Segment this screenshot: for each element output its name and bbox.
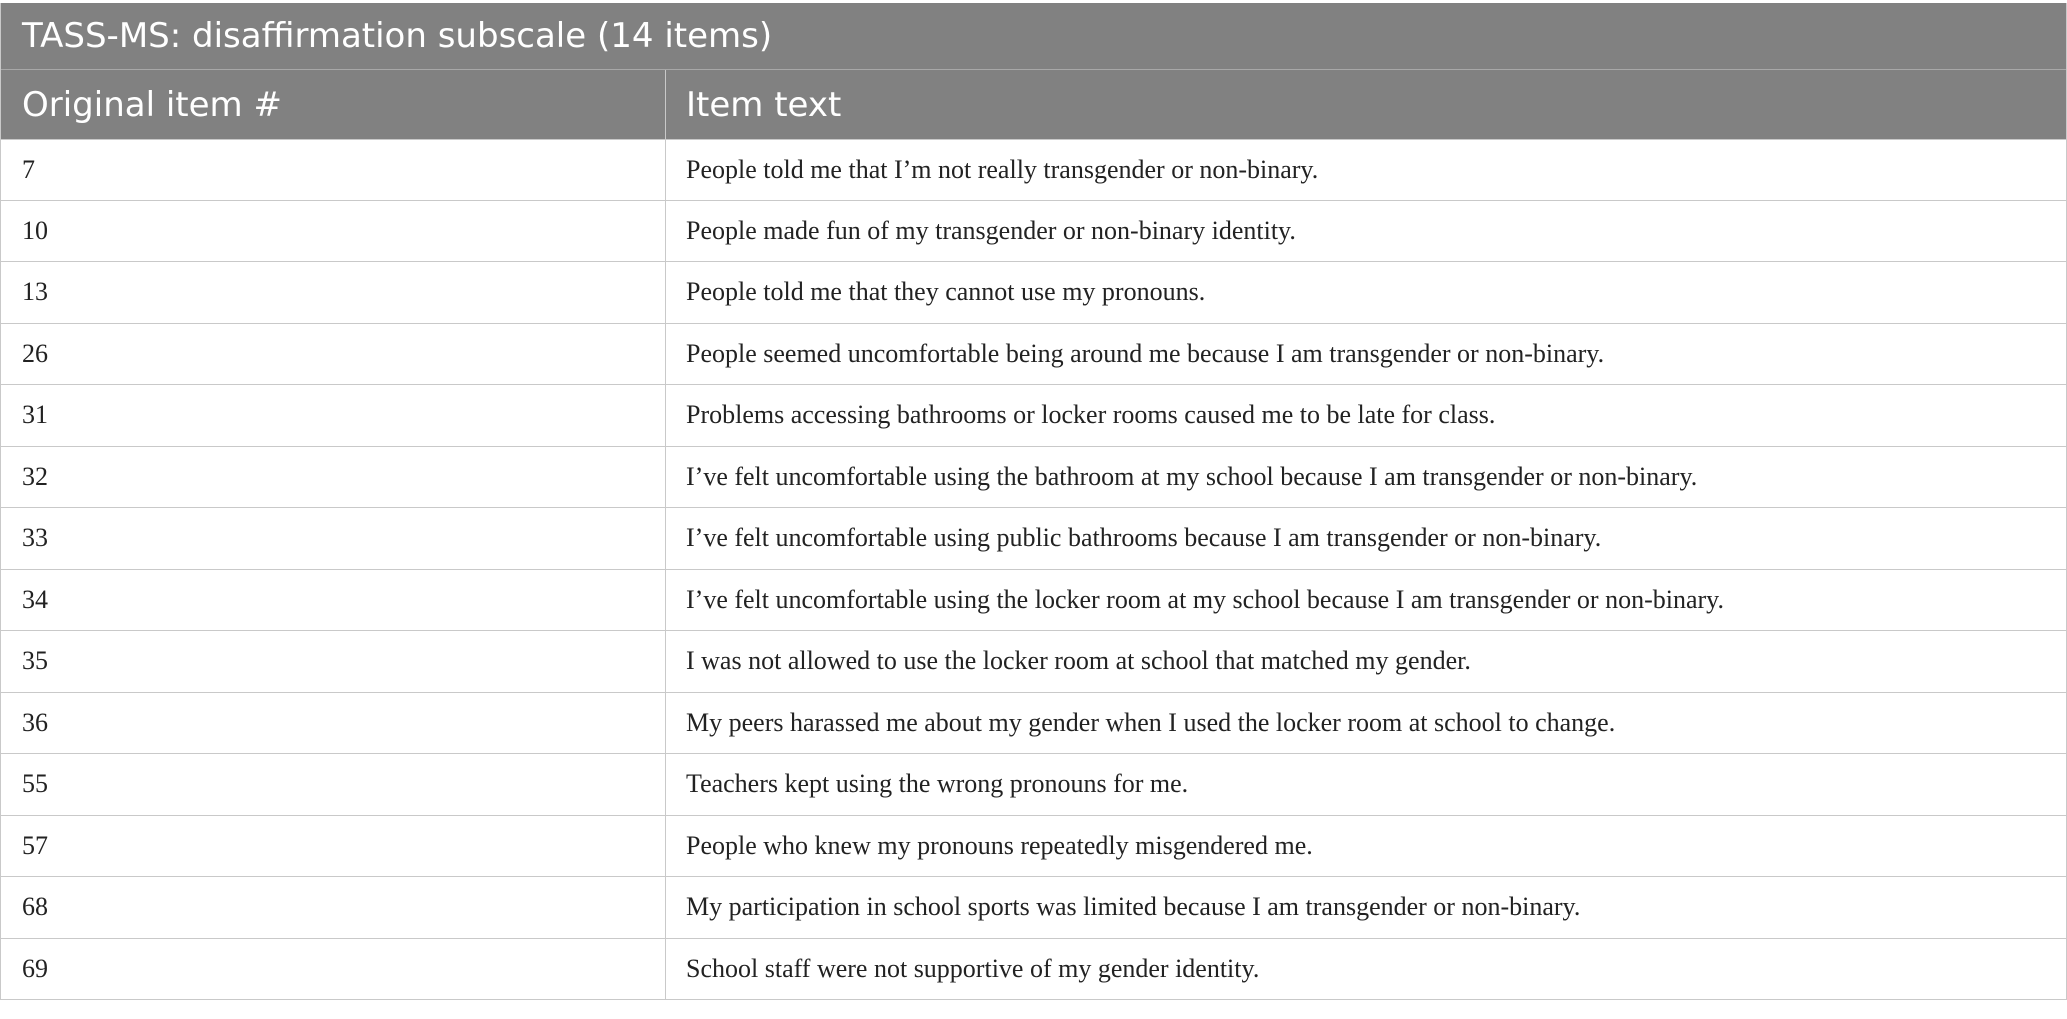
table-row [1,570,2066,632]
table-row [1,447,2066,509]
column-header-item-text [666,70,2066,139]
item-text: I’ve felt uncomfortable using the locker room at my school because I am transgender or non-binary. [686,584,1724,614]
item-number: 33 [22,523,48,553]
item-number: 26 [22,338,48,368]
item-text-cell [666,385,2066,446]
item-text: People seemed uncomfortable being around me because I am transgender or non-binary. [686,338,1605,368]
item-text-cell [666,754,2066,815]
table-row [1,139,2066,201]
item-text: I’ve felt uncomfortable using public bathrooms because I am transgender or non-binary. [686,523,1602,553]
item-text-cell [666,262,2066,323]
column-header-item-number-label: Original item # [22,84,282,125]
item-text-cell [666,201,2066,262]
table-row [1,939,2066,1001]
table-row [1,877,2066,939]
item-text: Problems accessing bathrooms or locker rooms caused me to be late for class. [686,400,1496,430]
table-caption [1,3,2066,70]
table-row [1,385,2066,447]
table-body [1,139,2066,1000]
table-row [1,631,2066,693]
item-text: Teachers kept using the wrong pronouns for me. [686,769,1189,799]
item-text: My participation in school sports was limited because I am transgender or non-binary. [686,892,1581,922]
item-text-cell [666,324,2066,385]
item-text-cell [666,570,2066,631]
table-row [1,816,2066,878]
item-text-cell [666,447,2066,508]
item-text: People told me that I’m not really transgender or non-binary. [686,154,1319,184]
item-number-cell [1,570,666,631]
column-header-item-text-label: Item text [686,84,842,125]
item-number-cell [1,693,666,754]
item-number-cell [1,508,666,569]
item-number: 35 [22,646,48,676]
data-table [0,3,2067,1000]
item-number: 10 [22,215,48,245]
item-number: 69 [22,953,48,983]
item-number-cell [1,140,666,200]
table-header-row [1,70,2066,139]
item-number: 13 [22,277,48,307]
item-text-cell [666,877,2066,938]
item-text: School staff were not supportive of my gender identity. [686,953,1260,983]
table-row [1,508,2066,570]
item-number: 32 [22,461,48,491]
table-caption-text: TASS-MS: disaffirmation subscale (14 items) [22,16,773,56]
item-number-cell [1,939,666,1000]
item-number-cell [1,754,666,815]
item-number-cell [1,385,666,446]
item-text-cell [666,939,2066,1000]
item-text: People told me that they cannot use my pronouns. [686,277,1206,307]
item-text: I’ve felt uncomfortable using the bathroom at my school because I am transgender or non-binary. [686,461,1698,491]
table-row [1,324,2066,386]
table-row [1,693,2066,755]
item-number-cell [1,877,666,938]
item-number-cell [1,201,666,262]
item-text-cell [666,693,2066,754]
item-number-cell [1,447,666,508]
item-text: People made fun of my transgender or non-binary identity. [686,215,1296,245]
item-number-cell [1,324,666,385]
item-text-cell [666,816,2066,877]
item-number-cell [1,816,666,877]
item-number: 36 [22,707,48,737]
item-number: 57 [22,830,48,860]
table-row [1,201,2066,263]
item-text-cell [666,631,2066,692]
item-number-cell [1,262,666,323]
item-text: My peers harassed me about my gender when I used the locker room at school to change. [686,707,1616,737]
item-number: 55 [22,769,48,799]
item-number: 7 [22,154,35,184]
table-row [1,754,2066,816]
table-row [1,262,2066,324]
item-text-cell [666,508,2066,569]
item-number: 68 [22,892,48,922]
item-text: People who knew my pronouns repeatedly misgendered me. [686,830,1313,860]
item-number: 34 [22,584,48,614]
item-text: I was not allowed to use the locker room at school that matched my gender. [686,646,1471,676]
item-text-cell [666,140,2066,200]
item-number: 31 [22,400,48,430]
column-header-item-number [1,70,666,139]
item-number-cell [1,631,666,692]
